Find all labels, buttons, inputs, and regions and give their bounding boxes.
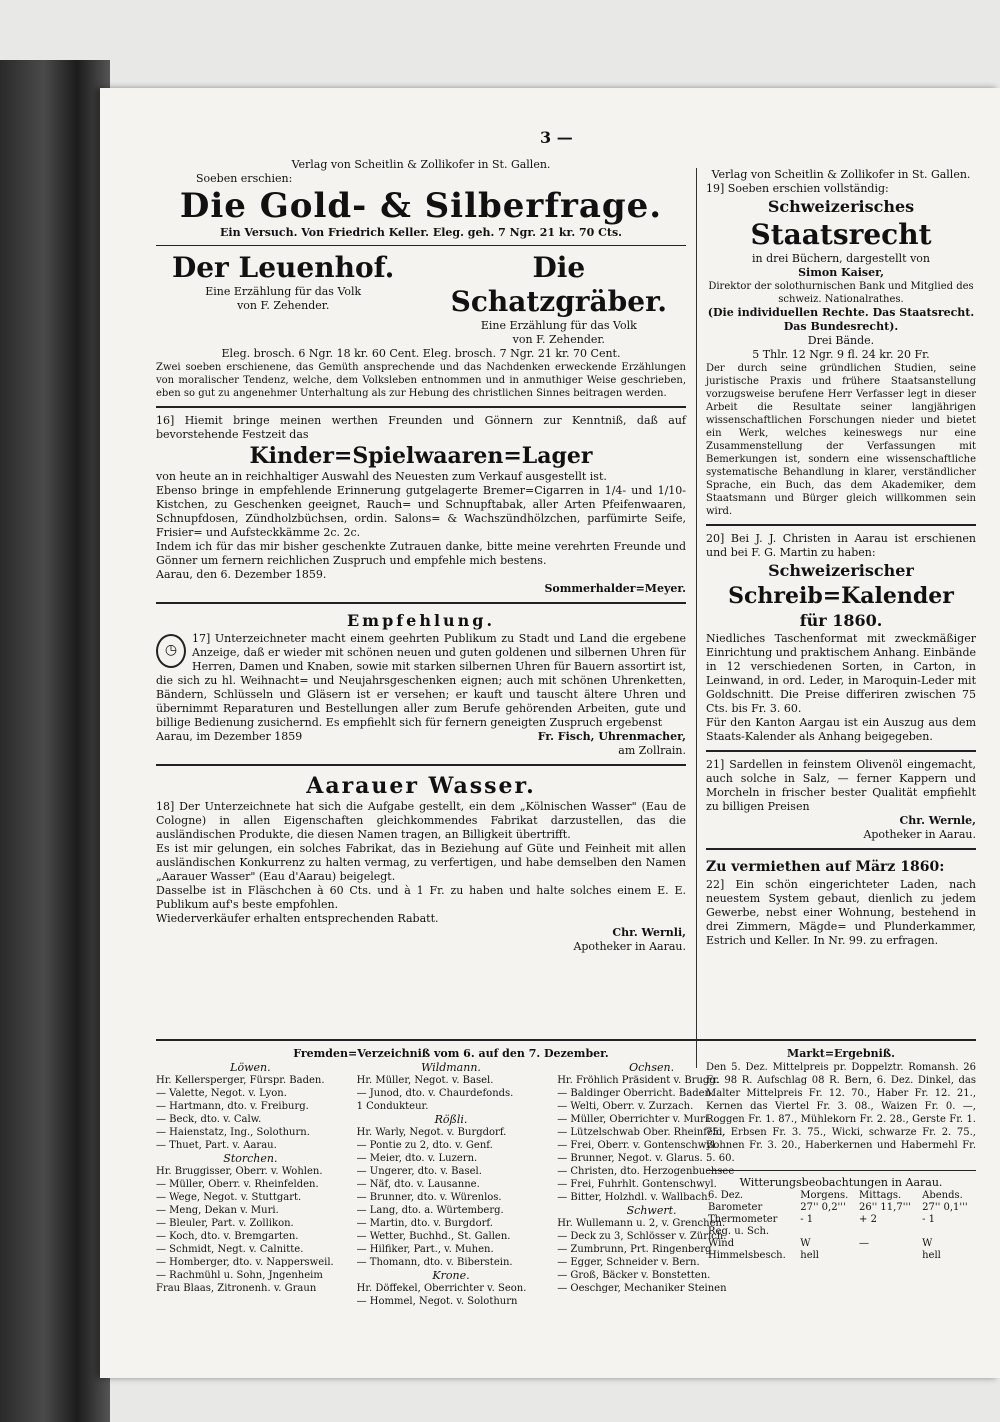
- ad-zehender: [156, 251, 686, 400]
- ad-kalender: [706, 532, 976, 744]
- list-item: Frau Blaas, Zitronenh. v. Graun: [156, 1283, 317, 1294]
- list-item: — Bitter, Holzhdl. v. Wallbach.: [557, 1192, 711, 1203]
- page-number: 3 —: [540, 128, 573, 147]
- ad-date: Aarau, den 6. Dezember 1859.: [156, 568, 327, 581]
- ad-staatsrecht: [706, 168, 976, 518]
- table-cell: [798, 1226, 857, 1238]
- list-item: — Müller, Oberr. v. Rheinfelden.: [156, 1179, 319, 1190]
- ad-text: 21] Sardellen in feinstem Olivenöl eingemacht, auch solche in Salz, — ferner Kappern und Morcheln in frischer bester Qualität empfiehlt zu billigen Preisen: [706, 758, 976, 813]
- list-item: — Wetter, Buchhd., St. Gallen.: [356, 1231, 511, 1242]
- pocket-watch-icon: ◷: [156, 634, 186, 668]
- table-row: [706, 1250, 976, 1262]
- ad-volumes: Drei Bände.: [807, 334, 875, 347]
- inn-heading: Wildmann.: [421, 1061, 481, 1074]
- soeben-line: Soeben erschien:: [196, 172, 293, 185]
- ad-signature: Sommerhalder=Meyer.: [544, 582, 686, 595]
- list-item: — Brunner, Negot. v. Glarus.: [557, 1153, 703, 1164]
- ad-text: Niedliches Taschenformat mit zweckmäßiger Einrichtung und praktischem Anhang. Einbände in 12 verschiedenen Sorten, in Carton, in Leinwand, in ord. Leder, in Maroquin-Leder mit Goldschnitt. Die Preise differiren zwischen 75 Cts. bis Fr. 3. 60.: [706, 632, 976, 715]
- subtitle-leuenhof: Eine Erzählung für das Volk: [205, 285, 362, 298]
- inn-heading: Ochsen.: [629, 1061, 675, 1074]
- list-item: — Valette, Negot. v. Lyon.: [156, 1088, 287, 1099]
- list-item: — Martin, dto. v. Burgdorf.: [356, 1218, 493, 1229]
- list-item: — Schmidt, Negt. v. Calnitte.: [156, 1244, 304, 1255]
- author-desc: Direktor der solothurnischen Bank und Mitglied des schweiz. Nationalrathes.: [708, 281, 974, 305]
- table-cell: —: [859, 1238, 870, 1249]
- ad-vermiethen: [706, 856, 976, 948]
- table-cell: - 1: [800, 1214, 814, 1225]
- guest-register: [156, 1033, 746, 1308]
- book-subtitle: Ein Versuch. Von Friedrich Keller. Eleg. geh. 7 Ngr. 21 kr. 70 Cts.: [220, 226, 622, 239]
- table-header: Abends.: [922, 1190, 963, 1201]
- list-item: — Zumbrunn, Prt. Ringenberg: [557, 1244, 712, 1255]
- list-item: — Frei, Oberr. v. Gontenschwyl: [557, 1140, 716, 1151]
- right-column: [706, 168, 976, 948]
- list-item: — Ungerer, dto. v. Basel.: [356, 1166, 482, 1177]
- table-cell: [857, 1226, 920, 1238]
- ad-text: 17] Unterzeichneter macht einem geehrten Publikum zu Stadt und Land die ergebene Anzeige, daß er wieder mit schönen neuen und guten goldenen und silbernen Uhren für Herren, Damen und Knaben, sowie mit starken silbernen Uhren für Bauern assortirt ist, die sich zu hl. Weihnacht= und Neujahrsgeschenken eignen; auch mit schönen Uhrenketten, Bändern, Schlüsseln und Gläsern ist er versehen; er kauft und tauscht ältere Uhren und übernimmt Reparaturen und Bestellungen aller zum Berufe gehörenden Arbeiten, gute und billige Bedienung zusichernd. Es empfiehlt sich für fernern geneigten Zuspruch ergebenst: [156, 632, 686, 729]
- list-item: — Brunner, dto. v. Würenlos.: [356, 1192, 502, 1203]
- list-item: — Müller, Oberrichter v. Muri.: [557, 1114, 712, 1125]
- list-item: Hr. Fröhlich Präsident v. Brugg.: [557, 1075, 719, 1086]
- markt-text: Den 5. Dez. Mittelpreis pr. Doppelztr. Romansh. 26 Fr. 98 R. Aufschlag 08 R. Bern, 6. Dez. Dinkel, das Malter Mittelpreis Fr. 12. 70., Haber Fr. 12. 21., Kernen das Viertel Fr. 3. 08., Waizen Fr. 0. —, Roggen Fr. 1. 87., Mühlekorn Fr. 2. 28., Gerste Fr. 1. 75., Erbsen Fr. 3. 75., Wicki, schwarze Fr. 2. 75., Bohnen Fr. 3. 20., Haberkernen und Habermehl Fr. 5. 60.: [706, 1062, 976, 1164]
- ad-paragraph: von heute an in reichhaltiger Auswahl des Neuesten zum Verkauf ausgestellt ist.: [156, 470, 607, 483]
- table-cell: [857, 1250, 920, 1262]
- book-title: Die Gold- & Silberfrage.: [179, 186, 663, 226]
- list-item: — Rachmühl u. Sohn, Jngenheim: [156, 1270, 323, 1281]
- ad-text: Für den Kanton Aargau ist ein Auszug aus dem Staats-Kalender als Anhang beigegeben.: [706, 716, 976, 743]
- list-item: — Homberger, dto. v. Nappersweil.: [156, 1257, 334, 1268]
- ad-empfehlung: [156, 610, 686, 758]
- ad-aarauer-wasser: [156, 772, 686, 954]
- ad-paragraph: Dasselbe ist in Fläschchen à 60 Cts. und à 1 Fr. zu haben und halte solches einem E. E. Publikum auf's beste empfohlen.: [156, 884, 686, 911]
- ad-author: Simon Kaiser,: [798, 266, 884, 279]
- kalender-title: Schreib=Kalender: [728, 583, 954, 609]
- list-item: — Pontie zu 2, dto. v. Genf.: [356, 1140, 493, 1151]
- empfehlung-title: Empfehlung.: [346, 611, 496, 630]
- vermiethen-title: Zu vermiethen auf März 1860:: [706, 859, 945, 875]
- ad-text: Der durch seine gründlichen Studien, seine juristische Praxis und frühere Staatsanstellung vorzugsweise berufene Herr Verfasser legt in dieser Arbeit die Resultate seiner langjährigen wissenschaftlichen Forschungen nieder und bietet ein Werk, welches keineswegs nur eine Zusammenstellung der Verfassungen mit Bemerkungen ist, sondern eine wissenschaftliche systematische Behandlung in klarer, verständlicher Sprache, ein Buch, das dem Akademiker, dem Staatsmann und Bürger gleich willkommen sein wird.: [706, 363, 976, 517]
- ad-signature: Fr. Fisch, Uhrenmacher,: [537, 730, 686, 743]
- table-row: [706, 1202, 976, 1214]
- ad-signature: Chr. Wernli,: [612, 926, 686, 939]
- table-header: Morgens.: [800, 1190, 849, 1201]
- ad-gold-silber: [156, 158, 686, 240]
- list-item: — Beck, dto. v. Calw.: [156, 1114, 262, 1125]
- table-cell: Himmelsbesch.: [708, 1250, 786, 1261]
- table-cell: 27'' 0,1''': [922, 1202, 968, 1213]
- list-item: — Hartmann, dto. v. Freiburg.: [156, 1101, 309, 1112]
- subtitle-schatzgraeber: Eine Erzählung für das Volk: [480, 319, 637, 332]
- table-header: Mittags.: [859, 1190, 902, 1201]
- list-item: — Thuet, Part. v. Aarau.: [156, 1140, 277, 1151]
- list-item: — Meier, dto. v. Luzern.: [356, 1153, 478, 1164]
- ad-address: am Zollrain.: [618, 744, 686, 757]
- inn-heading: Löwen.: [230, 1061, 271, 1074]
- list-item: — Thomann, dto. v. Biberstein.: [356, 1257, 513, 1268]
- list-item: — Deck zu 3, Schlösser v. Zürich.: [557, 1231, 727, 1242]
- list-item: — Lang, dto. a. Würtemberg.: [356, 1205, 504, 1216]
- table-header: 6. Dez.: [708, 1190, 744, 1201]
- ad-sub: in drei Büchern, dargestellt von: [751, 252, 931, 265]
- list-item: — Hilfiker, Part., v. Muhen.: [356, 1244, 494, 1255]
- divider: [706, 1039, 976, 1041]
- divider: [706, 750, 976, 752]
- lager-title: Kinder=Spielwaaren=Lager: [249, 443, 593, 469]
- ad-address: Apotheker in Aarau.: [863, 828, 976, 841]
- list-item: — Koch, dto. v. Bremgarten.: [156, 1231, 299, 1242]
- column-divider: [696, 168, 697, 1068]
- inn-heading: Schwert.: [626, 1204, 677, 1217]
- newspaper-page: [100, 88, 1000, 1378]
- divider: [156, 602, 686, 604]
- divider: [706, 848, 976, 850]
- table-cell: W: [800, 1238, 811, 1249]
- table-row: [706, 1226, 976, 1238]
- list-item: — Lützelschwab Ober. Rheinfeld.: [557, 1127, 726, 1138]
- ad-date: Aarau, im Dezember 1859: [156, 730, 303, 743]
- list-item: Hr. Müller, Negot. v. Basel.: [356, 1075, 494, 1086]
- list-item: Hr. Wullemann u. 2, v. Grenchen.: [557, 1218, 726, 1229]
- ad-intro: 19] Soeben erschien vollständig:: [706, 182, 889, 195]
- ad-paragraph: Indem ich für das mir bisher geschenkte Zutrauen danke, bitte meine verehrten Freunde und Gönner um fernern reichlichen Zuspruch und empfehle mich bestens.: [156, 540, 686, 567]
- divider: [156, 406, 686, 408]
- list-item: — Groß, Bäcker v. Bonstetten.: [557, 1270, 711, 1281]
- list-item: — Näf, dto. v. Lausanne.: [356, 1179, 480, 1190]
- register-column-1: [156, 1061, 345, 1308]
- author-leuenhof: von F. Zehender.: [237, 299, 330, 312]
- ad-signature: Chr. Wernle,: [899, 814, 976, 827]
- list-item: — Meng, Dekan v. Muri.: [156, 1205, 279, 1216]
- title-leuenhof: Der Leuenhof.: [171, 251, 395, 284]
- ad-spielwaaren: [156, 414, 686, 596]
- list-item: — Hommel, Negot. v. Solothurn: [356, 1296, 518, 1307]
- title-part: Schweizerischer: [768, 561, 914, 580]
- table-row: [706, 1214, 976, 1226]
- weather-table: [706, 1190, 976, 1262]
- title-part: für 1860.: [799, 611, 883, 630]
- price-line: 5 Thlr. 12 Ngr. 9 fl. 24 kr. 20 Fr.: [752, 348, 930, 361]
- table-cell: [920, 1226, 976, 1238]
- table-cell: Wind: [708, 1238, 735, 1249]
- book-title: Staatsrecht: [750, 218, 932, 251]
- weather-title: Witterungsbeobachtungen in Aarau.: [739, 1176, 943, 1189]
- market-and-weather: [706, 1033, 976, 1262]
- table-cell: 26'' 11,7''': [859, 1202, 911, 1213]
- markt-title: Markt=Ergebniß.: [787, 1047, 895, 1060]
- ad-intro: 20] Bei J. J. Christen in Aarau ist erschienen und bei F. G. Martin zu haben:: [706, 532, 976, 559]
- table-cell: Thermometer: [708, 1214, 778, 1225]
- list-item: — Wege, Negot. v. Stuttgart.: [156, 1192, 302, 1203]
- title-schatzgraeber: Die Schatzgräber.: [450, 251, 667, 318]
- divider: [156, 764, 686, 766]
- ad-parts: (Die individuellen Rechte. Das Staatsrecht. Das Bundesrecht).: [707, 306, 975, 333]
- table-cell: 27'' 0,2''': [800, 1202, 846, 1213]
- ad-intro: 16] Hiemit bringe meinen werthen Freunden und Gönnern zur Kenntniß, daß auf bevorstehende Festzeit das: [156, 414, 686, 441]
- table-cell: Barometer: [708, 1202, 763, 1213]
- list-item: — Welti, Oberr. v. Zurzach.: [557, 1101, 694, 1112]
- register-column-2: [357, 1061, 546, 1308]
- ad-paragraph: Es ist mir gelungen, ein solches Fabrikat, das in Beziehung auf Güte und Feinheit mit allen ausländischen Konkurrenz zu halten vermag, zu verfertigen, und habe demselben den Namen „Aarauer Wasser" (Eau d'Aarau) beigelegt.: [156, 842, 686, 883]
- ad-sardellen: [706, 758, 976, 842]
- register-title: Fremden=Verzeichniß vom 6. auf den 7. Dezember.: [293, 1047, 609, 1060]
- table-cell: Reg. u. Sch.: [708, 1226, 770, 1237]
- list-item: — Christen, dto. Herzogenbuchsee: [557, 1166, 735, 1177]
- list-item: — Baldinger Oberricht. Baden.: [557, 1088, 715, 1099]
- divider: [706, 1170, 976, 1171]
- list-item: — Oeschger, Mechaniker Steinen: [557, 1283, 727, 1294]
- inn-heading: Rößli.: [434, 1113, 468, 1126]
- divider: [706, 524, 976, 526]
- ad-text: Zwei soeben erschienene, das Gemüth ansprechende und das Nachdenken erweckende Erzählungen von moralischer Tendenz, welche, dem Volksleben entnommen und in anmuthiger Weise geschrieben, eben so gut zu angenehmer Unterhaltung als zur Hebung des christlichen Sinnes beitragen werden.: [156, 362, 686, 399]
- table-cell: hell: [922, 1250, 941, 1261]
- list-item: Hr. Warly, Negot. v. Burgdorf.: [356, 1127, 507, 1138]
- divider: [156, 245, 686, 246]
- table-cell: hell: [800, 1250, 820, 1261]
- inn-heading: Krone.: [432, 1269, 470, 1282]
- list-item: — Bleuler, Part. v. Zollikon.: [156, 1218, 294, 1229]
- list-item: — Junod, dto. v. Chaurdefonds.: [356, 1088, 514, 1099]
- ad-text: 22] Ein schön eingerichteter Laden, nach neuestem System gebaut, dienlich zu jedem Gewerbe, nebst einer Wohnung, bestehend in drei Zimmern, Mägde= und Plunderkammer, Estrich und Keller. In Nr. 99. zu erfragen.: [706, 878, 976, 947]
- list-item: — Frei, Fuhrhlt. Gontenschwyl.: [557, 1179, 717, 1190]
- price-line: Eleg. brosch. 6 Ngr. 18 kr. 60 Cent. Eleg. brosch. 7 Ngr. 21 kr. 70 Cent.: [221, 347, 621, 360]
- table-cell: + 2: [859, 1214, 877, 1225]
- publisher-line: Verlag von Scheitlin & Zollikofer in St. Gallen.: [291, 158, 551, 171]
- list-item: Hr. Bruggisser, Oberr. v. Wohlen.: [156, 1166, 323, 1177]
- ad-address: Apotheker in Aarau.: [573, 940, 686, 953]
- table-row: [706, 1238, 976, 1250]
- list-item: 1 Condukteur.: [356, 1101, 429, 1112]
- publisher-line: Verlag von Scheitlin & Zollikofer in St. Gallen.: [711, 168, 971, 181]
- author-schatzgraeber: von F. Zehender.: [512, 333, 605, 346]
- left-column: [156, 158, 686, 954]
- ad-paragraph: Ebenso bringe in empfehlende Erinnerung gutgelagerte Bremer=Cigarren in 1/4- und 1/10-Kistchen, zu Geschenken geeignet, Rauch= und Schnupftabak, aller Arten Pfeifenwaaren, Schnupfdosen, Zündholzbüchsen, ordin. Salons= & Wachszündhölzchen, parfümirte Seife, Frisier= und Aufsteckkämme 2c. 2c.: [156, 484, 686, 539]
- book-binding: [0, 60, 110, 1422]
- title-part: Schweizerisches: [767, 197, 915, 216]
- ad-paragraph: 18] Der Unterzeichnete hat sich die Aufgabe gestellt, ein dem „Kölnischen Wasser" (Eau de Cologne) in allen Eigenschaften gleichkommendes Fabrikat darzustellen, das die ausländischen Produkte, die diesen Namen tragen, an Billigkeit übertrifft.: [156, 800, 686, 841]
- list-item: — Egger, Schneider v. Bern.: [557, 1257, 700, 1268]
- ad-paragraph: Wiederverkäufer erhalten entsprechenden Rabatt.: [156, 912, 439, 925]
- wasser-title: Aarauer Wasser.: [306, 773, 536, 799]
- table-cell: - 1: [922, 1214, 936, 1225]
- list-item: Hr. Kellersperger, Fürspr. Baden.: [156, 1075, 325, 1086]
- table-cell: W: [922, 1238, 933, 1249]
- divider: [156, 1039, 746, 1041]
- table-row: [706, 1190, 976, 1202]
- list-item: Hr. Döffekel, Oberrichter v. Seon.: [356, 1283, 527, 1294]
- inn-heading: Storchen.: [223, 1152, 278, 1165]
- list-item: — Haienstatz, Ing., Solothurn.: [156, 1127, 310, 1138]
